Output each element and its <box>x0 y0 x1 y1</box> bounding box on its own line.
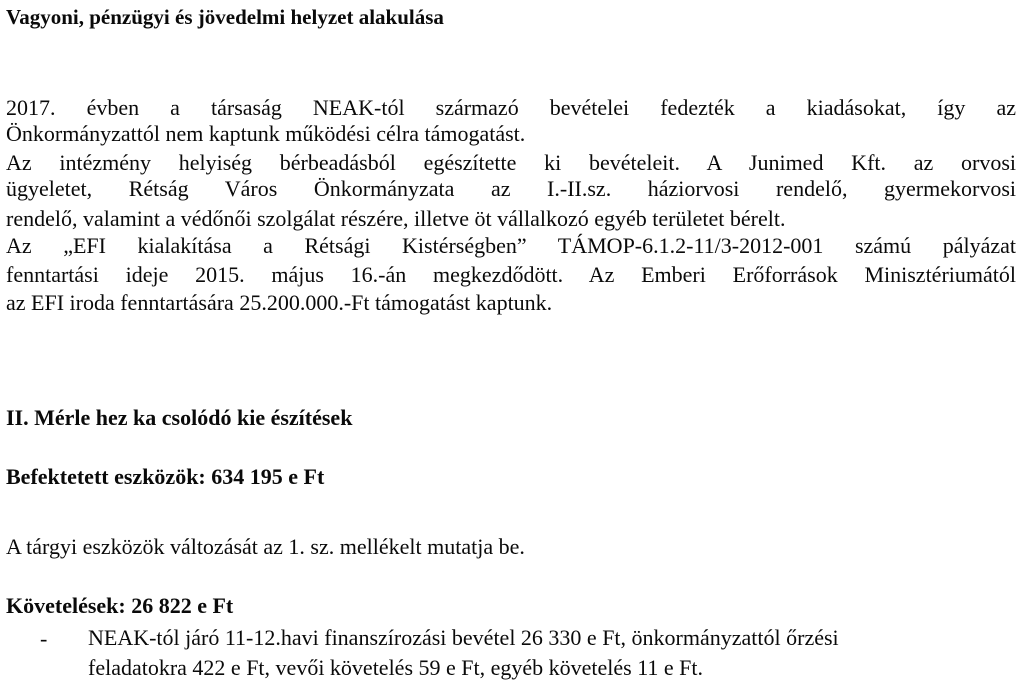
paragraph-line: rendelő, valamint a védőnői szolgálat részére, illetve öt vállalkozó egyéb területet bérelt. <box>6 206 786 231</box>
fixed-assets-text: A tárgyi eszközök változását az 1. sz. mellékelt mutatja be. <box>6 534 525 559</box>
paragraph-line: 2017. évben a társaság NEAK-tól származó bevételei fedezték a kiadásokat, így az <box>6 95 1016 120</box>
paragraph-line: ügyeletet, Rétság Város Önkormányzata az I.-II.sz. háziorvosi rendelő, gyermekorvosi <box>6 176 1016 201</box>
paragraph-line: fenntartási ideje 2015. május 16.-án megkezdődött. Az Emberi Erőforrások Minisztériumától <box>6 262 1016 287</box>
bullet-marker: - <box>40 626 48 651</box>
section-title: II. Mérle hez ka csolódó kie észítések <box>6 405 353 430</box>
receivables-bullet-line: NEAK-tól járó 11-12.havi finanszírozási bevétel 26 330 e Ft, önkormányzattól őrzési <box>88 625 839 650</box>
page-heading: Vagyoni, pénzügyi és jövedelmi helyzet alakulása <box>6 5 444 29</box>
fixed-assets-title: Befektetett eszközök: 634 195 e Ft <box>6 464 325 489</box>
paragraph-line: Az intézmény helyiség bérbeadásból egészítette ki bevételeit. A Junimed Kft. az orvosi <box>6 150 1016 175</box>
paragraph-line: Önkormányzattól nem kaptunk működési célra támogatást. <box>6 121 526 146</box>
paragraph-line: Az „EFI kialakítása a Rétsági Kistérségben” TÁMOP-6.1.2-11/3-2012-001 számú pályázat <box>6 233 1016 258</box>
paragraph-line: az EFI iroda fenntartására 25.200.000.-Ft támogatást kaptunk. <box>6 290 553 315</box>
receivables-bullet-line: feladatokra 422 e Ft, vevői követelés 59 e Ft, egyéb követelés 11 e Ft. <box>88 655 704 680</box>
receivables-title: Követelések: 26 822 e Ft <box>6 593 234 618</box>
